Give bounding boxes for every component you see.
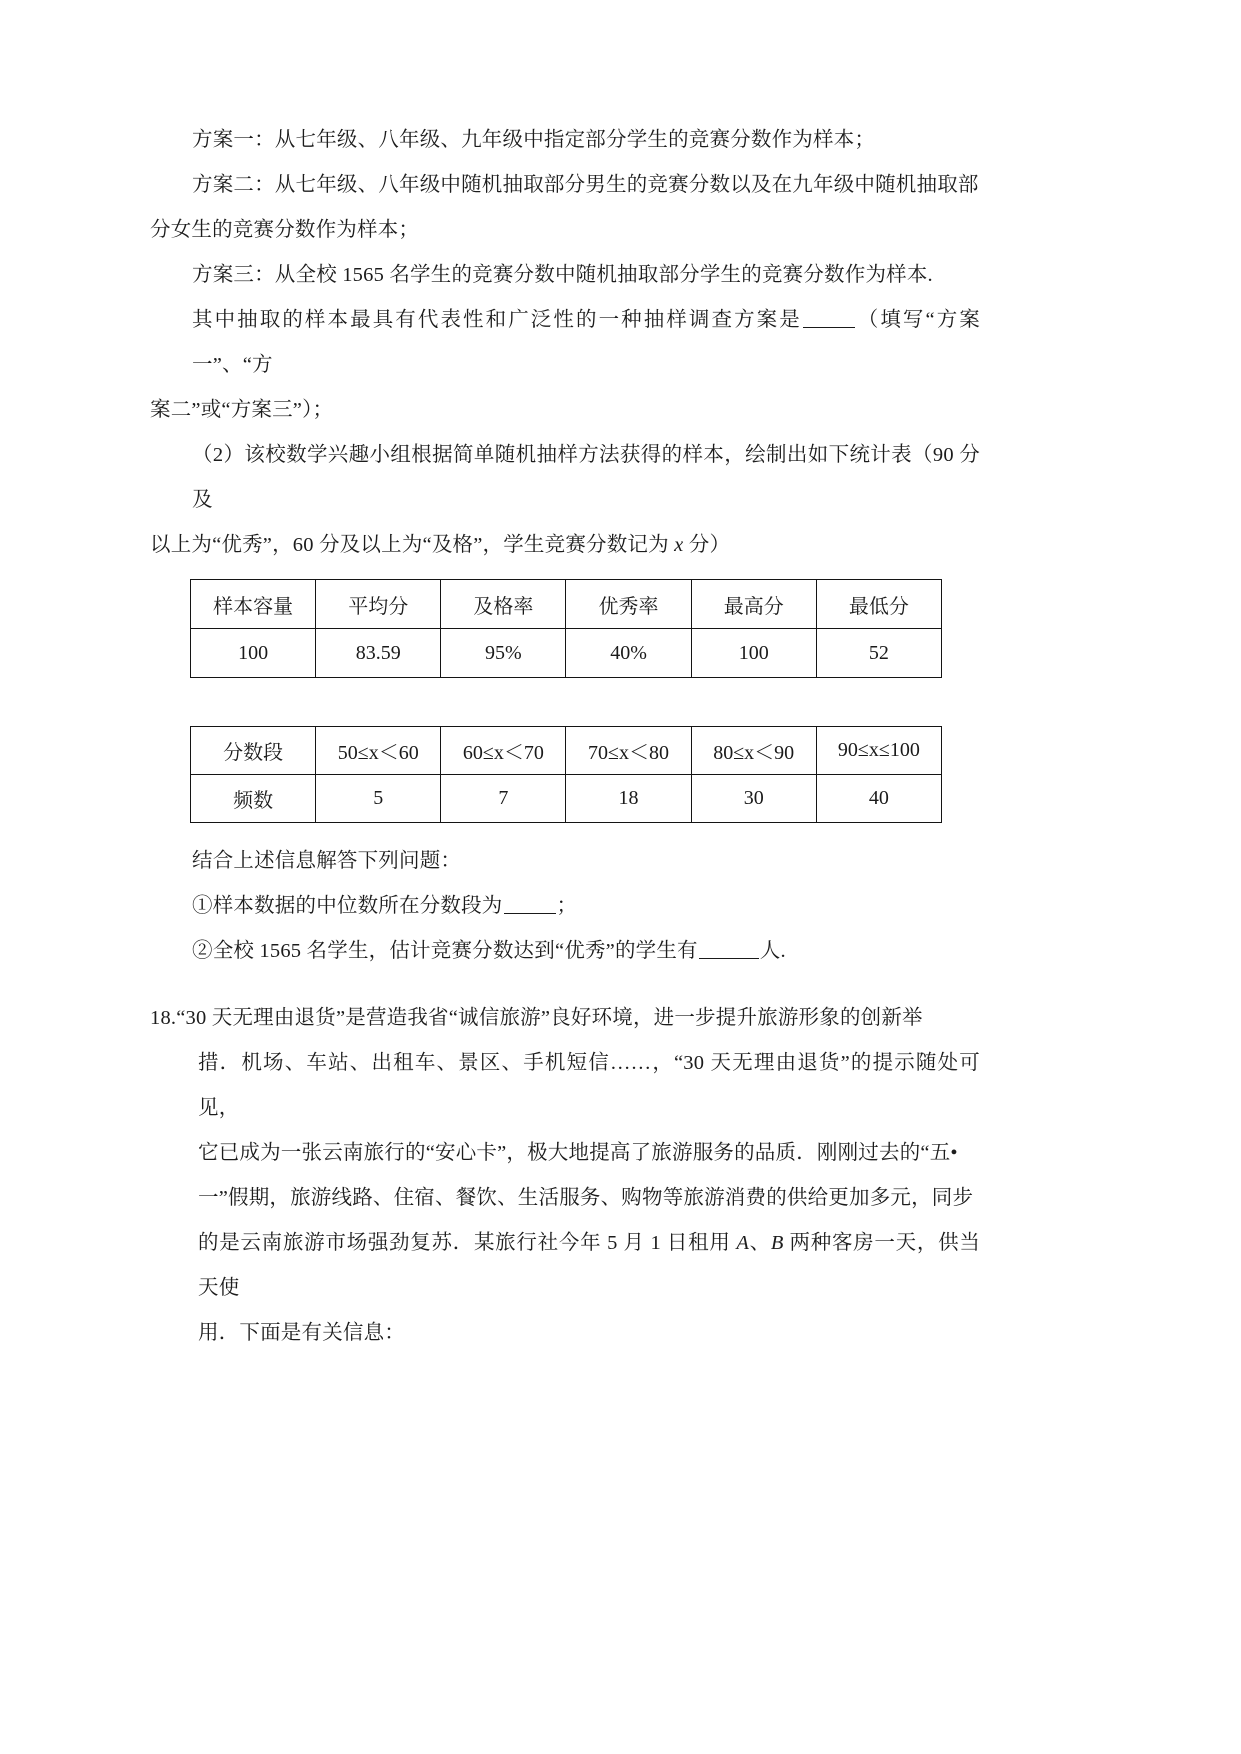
- answer-blank-plan[interactable]: [803, 309, 855, 328]
- answer-blank-median[interactable]: [504, 895, 556, 914]
- question-18-line-5: [150, 1221, 980, 1311]
- answer-blank-excellent-count[interactable]: [699, 940, 759, 959]
- th-lowest-score: 最低分: [816, 580, 941, 629]
- table-row-header: [191, 580, 942, 629]
- table-row: [191, 775, 942, 823]
- page-content: [150, 118, 980, 1356]
- room-type-b-label: B: [770, 1232, 784, 1254]
- followup-intro: 结合上述信息解答下列问题：: [192, 850, 462, 872]
- th-highest-score: 最高分: [691, 580, 816, 629]
- question-18-text-1: “30 天无理由退货”是营造我省“诚信旅游”良好环境，进一步提升旅游形象的创新举: [176, 1007, 923, 1029]
- part2-intro-line2: [150, 523, 980, 568]
- distribution-table-wrapper: [190, 726, 980, 823]
- plan-question-text-a: 其中抽取的样本最具有代表性和广泛性的一种抽样调查方案是: [192, 309, 802, 331]
- plan-two-paragraph-line2: 分女生的竞赛分数作为样本；: [150, 219, 420, 241]
- question-18-line-3: 它已成为一张云南旅行的“安心卡”，极大地提高了旅游服务的品质．刚刚过去的“五•: [198, 1142, 958, 1164]
- th-score-range: 分数段: [191, 727, 316, 775]
- th-range-70-80: 70≤x＜80: [566, 727, 691, 775]
- td-frequency-label: 频数: [191, 775, 316, 823]
- th-range-80-90: 80≤x＜90: [691, 727, 816, 775]
- question-18-line-4: 一”假期，旅游线路、住宿、餐饮、生活服务、购物等旅游消费的供给更加多元，同步: [198, 1187, 974, 1209]
- question-18-text-5a: 的是云南旅游市场强劲复苏．某旅行社今年 5 月 1 日租用: [198, 1232, 737, 1254]
- question-18-number: 18.: [150, 1007, 177, 1029]
- th-sample-size: 样本容量: [191, 580, 316, 629]
- part2-intro-text-b: 分）: [683, 534, 731, 556]
- question-18-text-5mid: 、: [749, 1232, 771, 1254]
- table-row-header: [191, 727, 942, 775]
- plan-three-paragraph: 方案三：从全校 1565 名学生的竞赛分数中随机抽取部分学生的竞赛分数作为样本.: [192, 264, 933, 286]
- th-excellent-rate: 优秀率: [566, 580, 691, 629]
- plan-one-paragraph: 方案一：从七年级、八年级、九年级中指定部分学生的竞赛分数作为样本；: [192, 129, 876, 151]
- td-frequency-70-80: 18: [566, 775, 691, 823]
- summary-table-wrapper: [190, 579, 980, 678]
- td-frequency-50-60: 5: [316, 775, 441, 823]
- td-lowest-score: 52: [816, 629, 941, 678]
- th-average-score: 平均分: [316, 580, 441, 629]
- sub-question-1-text-a: ①样本数据的中位数所在分数段为: [192, 895, 503, 917]
- td-pass-rate: 95%: [441, 629, 566, 678]
- th-range-60-70: 60≤x＜70: [441, 727, 566, 775]
- td-frequency-80-90: 30: [691, 775, 816, 823]
- sub-question-1-text-b: ；: [556, 895, 578, 917]
- part2-intro-line1: （2）该校数学兴趣小组根据简单随机抽样方法获得的样本，绘制出如下统计表（90 分及: [192, 444, 980, 511]
- room-type-a-label: A: [736, 1232, 750, 1254]
- td-excellent-rate: 40%: [566, 629, 691, 678]
- question-18-line-1: [150, 996, 980, 1041]
- th-pass-rate: 及格率: [441, 580, 566, 629]
- sub-question-1: [150, 884, 980, 929]
- plan-two-paragraph-line1: 方案二：从七年级、八年级中随机抽取部分男生的竞赛分数以及在九年级中随机抽取部: [192, 174, 979, 196]
- th-range-50-60: 50≤x＜60: [316, 727, 441, 775]
- td-frequency-60-70: 7: [441, 775, 566, 823]
- table-row: [191, 629, 942, 678]
- sub-question-2-text-b: 人.: [759, 940, 786, 962]
- question-18-line-6: 用．下面是有关信息：: [198, 1322, 405, 1344]
- plan-question-line1: [150, 298, 980, 388]
- sub-question-2-text-a: ②全校 1565 名学生，估计竞赛分数达到“优秀”的学生有: [192, 940, 698, 962]
- question-18-block: [150, 996, 980, 1356]
- summary-statistics-table: [190, 579, 942, 678]
- sub-question-2: [150, 929, 980, 974]
- td-highest-score: 100: [691, 629, 816, 678]
- plan-question-line2: 案二”或“方案三”）；: [150, 399, 334, 421]
- part2-intro-text-a: 以上为“优秀”，60 分及以上为“及格”，学生竞赛分数记为: [150, 534, 675, 556]
- question-18-text-5b: 两种客房一天，供当天使: [198, 1232, 981, 1299]
- question-18-line-2: 措．机场、车站、出租车、景区、手机短信……，“30 天无理由退货”的提示随处可见，: [198, 1052, 980, 1119]
- frequency-distribution-table: [190, 726, 942, 823]
- td-sample-size: 100: [191, 629, 316, 678]
- th-range-90-100: 90≤x≤100: [816, 727, 941, 775]
- plan-question-text-b: （填写“方案一”、“方: [192, 309, 980, 376]
- td-average-score: 83.59: [316, 629, 441, 678]
- td-frequency-90-100: 40: [816, 775, 941, 823]
- variable-x: x: [674, 534, 684, 556]
- table-bottom-spacer: [150, 823, 980, 839]
